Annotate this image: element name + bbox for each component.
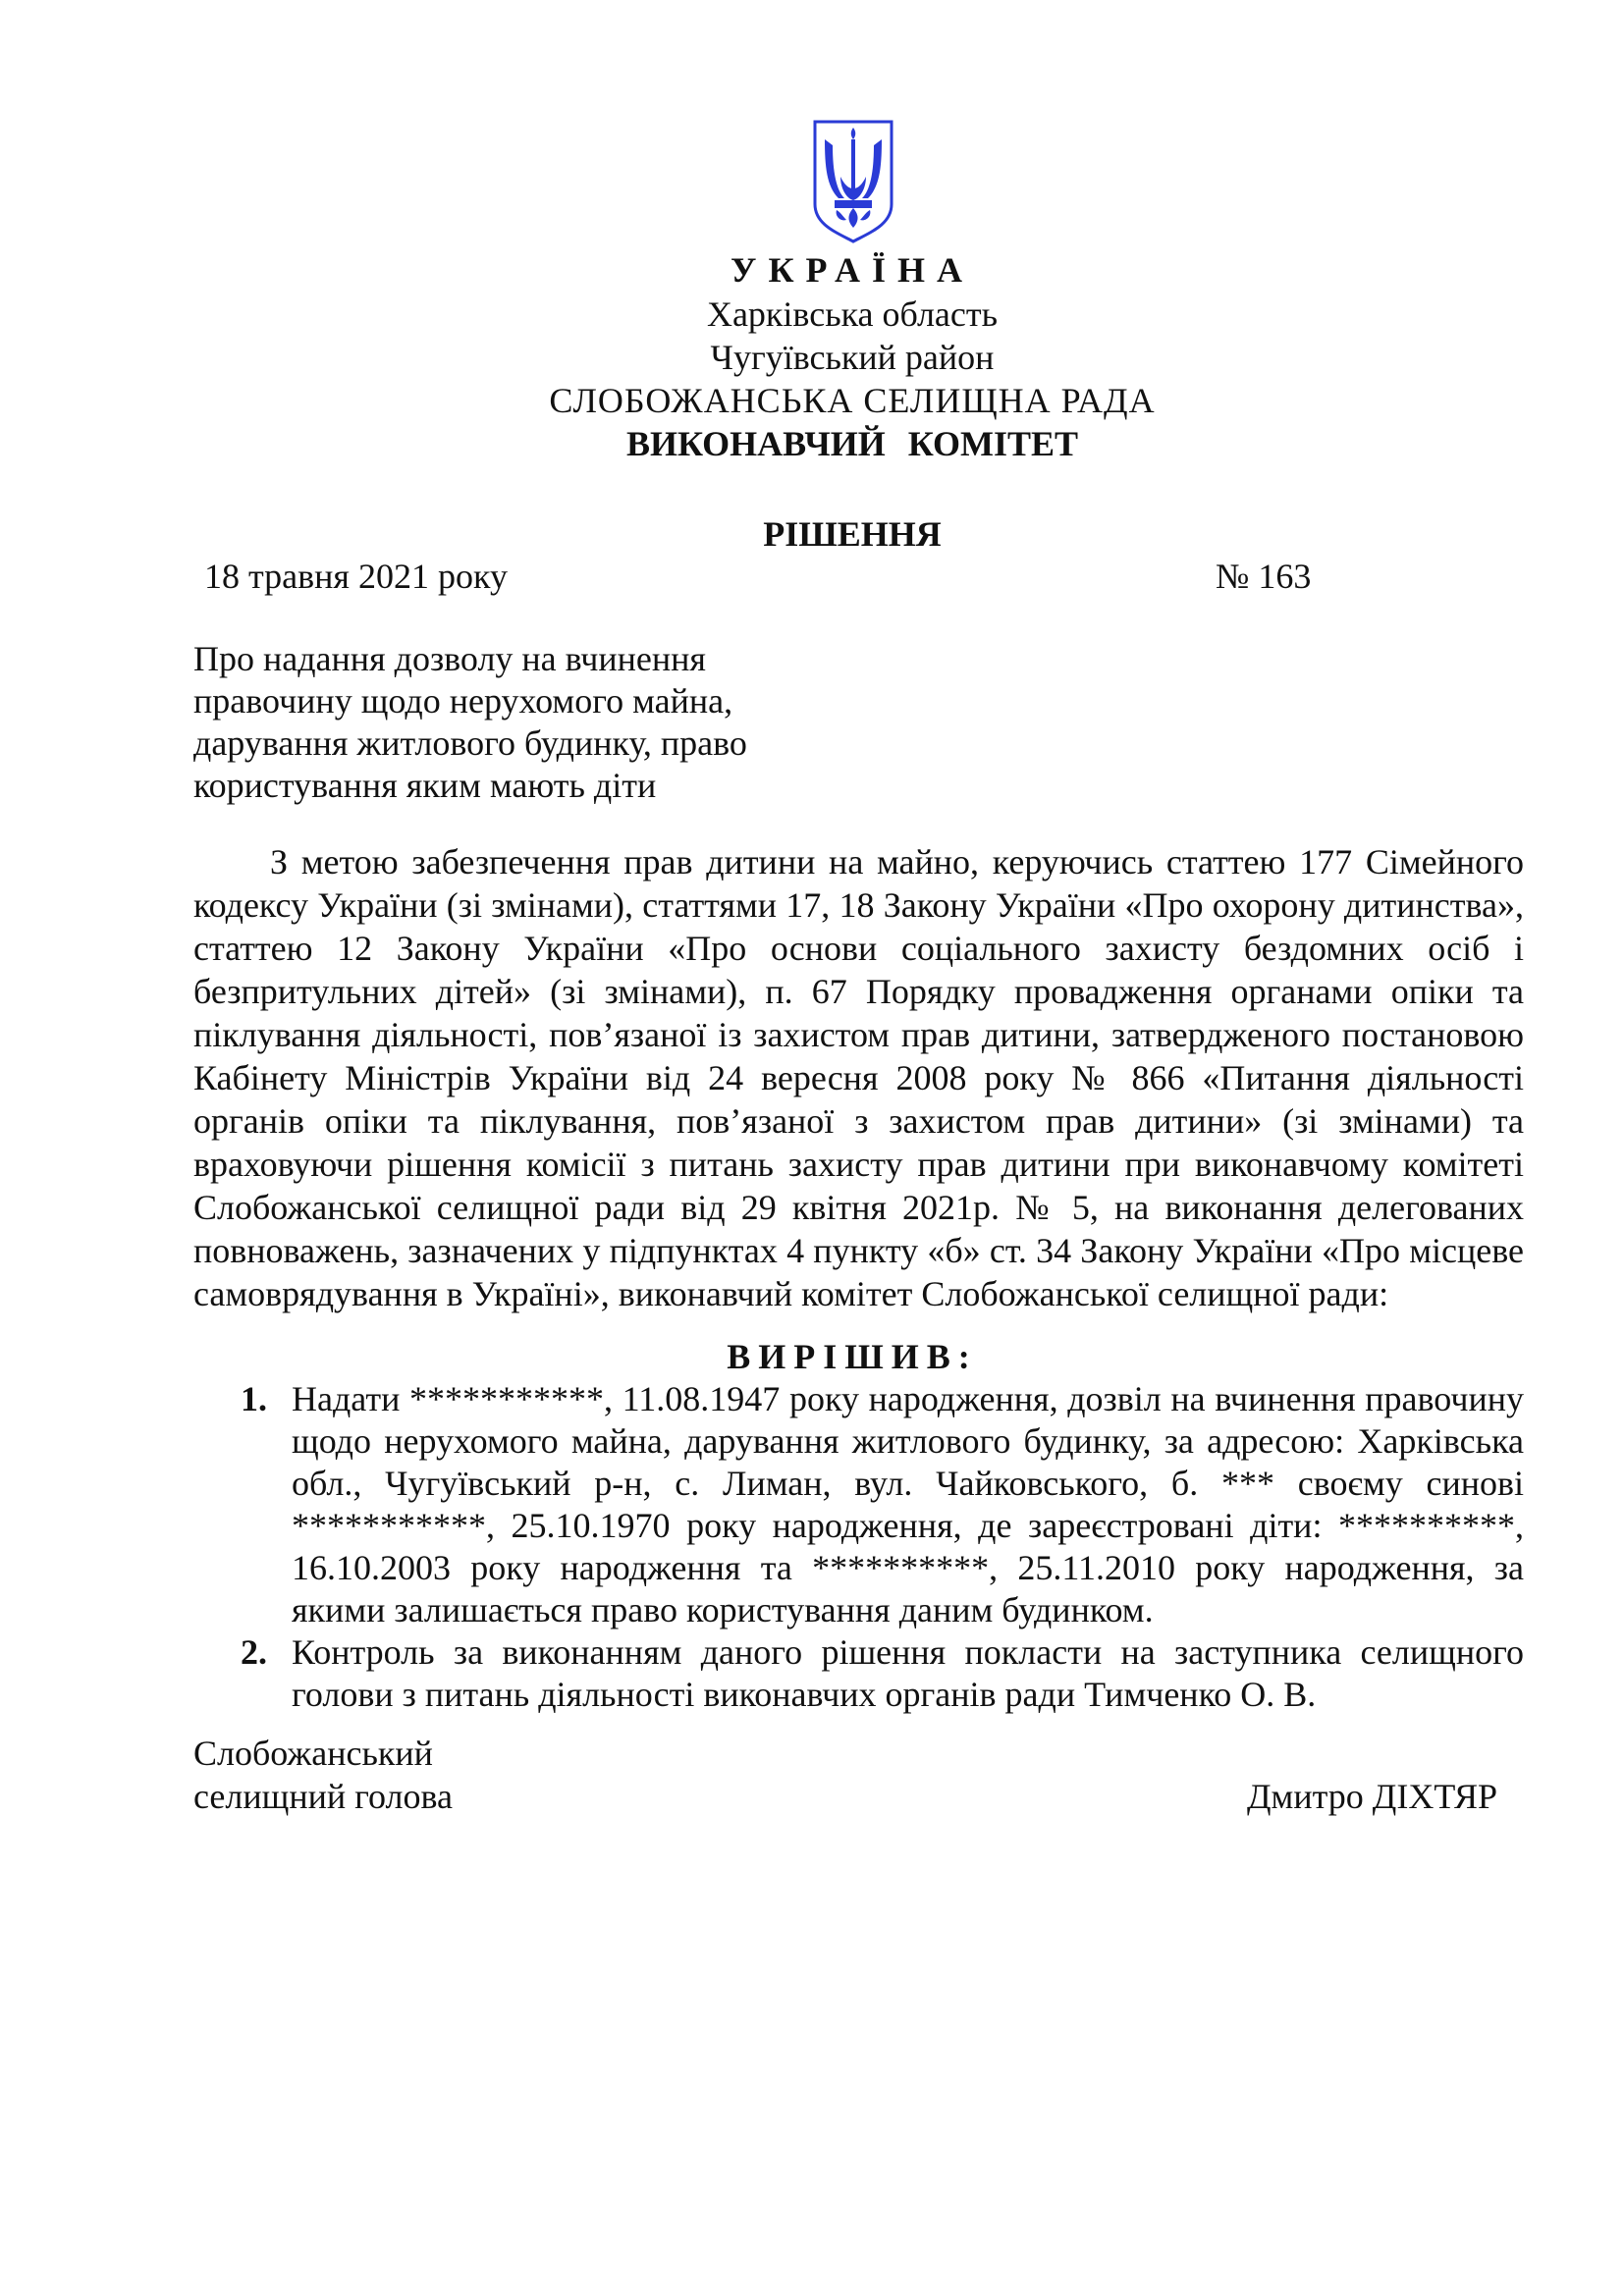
signatory-name: Дмитро ДІХТЯР xyxy=(1247,1777,1497,1816)
oblast-heading: Харківська область xyxy=(706,294,999,334)
trident-coat-of-arms-icon xyxy=(811,118,895,245)
item-number: 2. xyxy=(241,1632,267,1672)
item-text: Надати ***********, 11.08.1947 року народження, дозвіл на вчинення правочину щодо нерухомого майна, дарування житлового будинку, за адресою: Харківська обл., Чугуївський р-н, с. Лиман, вул. Чайковського, б. *** своєму синові ***********, 25.10.1970 року народження, де зареєстровані діти: **********, 16.10.2003 року народження та **********, 25.11.2010 року народження, за якими залишається право користування даним будинком. xyxy=(292,1379,1524,1629)
decision-item xyxy=(193,1631,1524,1716)
rayon-heading: Чугуївський район xyxy=(710,338,995,377)
document-date: 18 травня 2021 року xyxy=(204,557,508,596)
item-text: Контроль за виконанням даного рішення покласти на заступника селищного голови з питань діяльності виконавчих органів ради Тимченко О. В. xyxy=(292,1632,1524,1714)
subject-line: Про надання дозволу на вчинення xyxy=(193,639,706,678)
decided-heading: ВИРІШИВ: xyxy=(727,1337,978,1376)
document-subject xyxy=(193,638,881,807)
subject-line: правочину щодо нерухомого майна, xyxy=(193,681,733,721)
council-heading: СЛОБОЖАНСЬКА СЕЛИЩНА РАДА xyxy=(549,381,1156,420)
committee-heading: ВИКОНАВЧИЙ КОМІТЕТ xyxy=(625,424,1079,463)
subject-line: користування яким мають діти xyxy=(193,766,657,805)
signatory-title-line: селищний голова xyxy=(193,1777,454,1816)
decision-item xyxy=(193,1378,1524,1631)
signatory-title-line: Слобожанський xyxy=(193,1734,433,1773)
document-type-title: РІШЕННЯ xyxy=(763,514,942,554)
decision-items-list xyxy=(193,1378,1524,1716)
subject-line: дарування житлового будинку, право xyxy=(193,723,747,763)
country-heading: УКРАЇНА xyxy=(731,250,974,290)
preamble-paragraph: З метою забезпечення прав дитини на майно, керуючись статтею 177 Сімейного кодексу України (зі змінами), статтями 17, 18 Закону України «Про охорону дитинства», статтею 12 Закону України «Про основи соціального захисту бездомних осіб і безпритульних дітей» (зі змінами), п. 67 Порядку провадження органами опіки та піклування діяльності, пов’язаної із захистом прав дитини, затвердженого постановою Кабінету Міністрів України від 24 вересня 2008 року № 866 «Питання діяльності органів опіки та піклування, пов’язаної з захистом прав дитини» (зі змінами) та враховуючи рішення комісії з питань захисту прав дитини при виконавчому комітеті Слобожанської селищної ради від 29 квітня 2021р. № 5, на виконання делегованих повноважень, зазначених у підпунктах 4 пункту «б» ст. 34 Закону України «Про місцеве самоврядування в Україні», виконавчий комітет Слобожанської селищної ради: xyxy=(193,842,1524,1313)
document-number: № 163 xyxy=(1216,557,1312,596)
signatory-title xyxy=(193,1732,453,1818)
item-number: 1. xyxy=(241,1379,267,1418)
